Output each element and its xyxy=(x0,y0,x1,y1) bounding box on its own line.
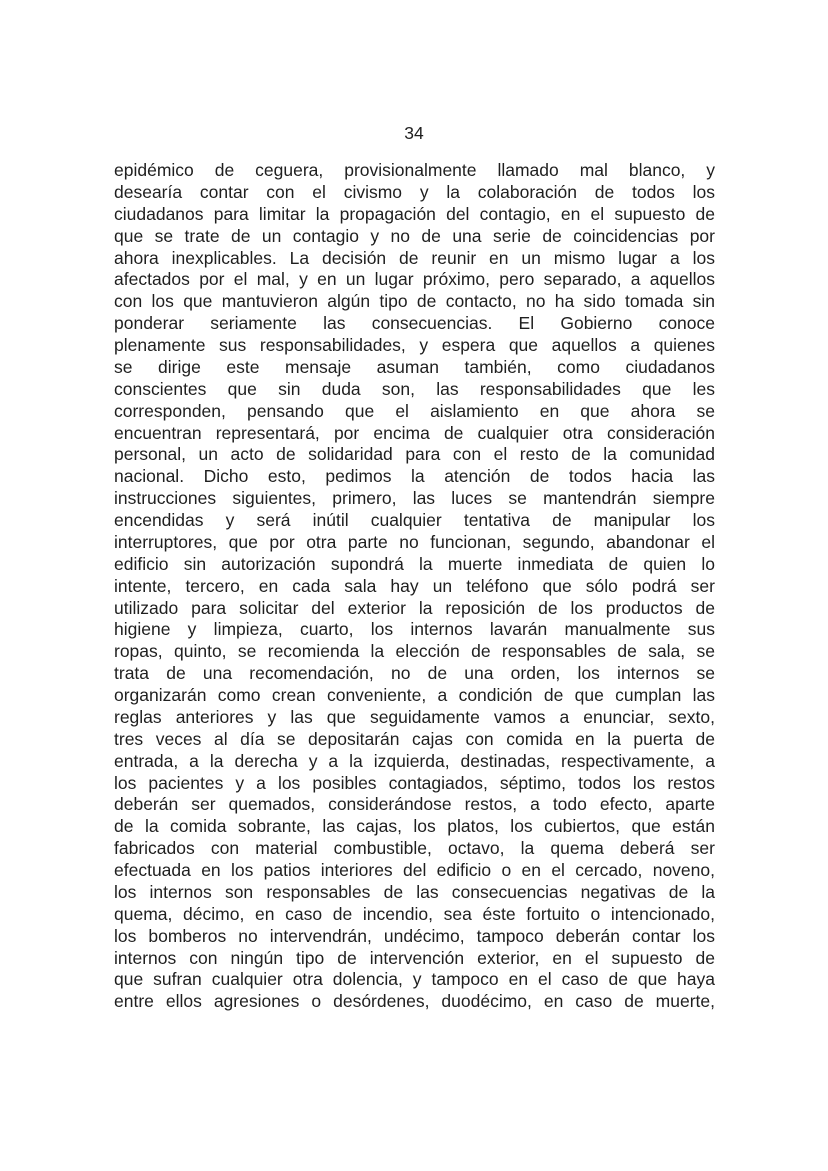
text-line: los internos son responsables de las consecuencias negativas de la xyxy=(114,881,715,902)
text-line: los bomberos no intervendrán, undécimo, tampoco deberán contar los xyxy=(114,925,715,946)
text-line: trata de una recomendación, no de una orden, los internos se xyxy=(114,663,715,684)
text-line: nacional. Dicho esto, pedimos la atención de todos hacia las xyxy=(114,466,715,487)
text-line: interruptores, que por otra parte no funcionan, segundo, abandonar el xyxy=(114,531,715,552)
text-line: deberán ser quemados, considerándose restos, a todo efecto, aparte xyxy=(114,794,715,815)
text-line: ciudadanos para limitar la propagación del contagio, en el supuesto de xyxy=(114,203,715,224)
text-line: que sufran cualquier otra dolencia, y tampoco en el caso de que haya xyxy=(114,969,715,990)
text-line: corresponden, pensando que el aislamiento en que ahora se xyxy=(114,400,715,421)
text-line: entre ellos agresiones o desórdenes, duodécimo, en caso de muerte, xyxy=(114,991,715,1012)
text-line: los pacientes y a los posibles contagiados, séptimo, todos los restos xyxy=(114,772,715,793)
text-line: encuentran representará, por encima de cualquier otra consideración xyxy=(114,422,715,443)
page-number: 34 xyxy=(404,123,424,143)
text-line: se dirige este mensaje asuman también, como ciudadanos xyxy=(114,356,715,377)
text-line: epidémico de ceguera, provisionalmente llamado mal blanco, y xyxy=(114,160,715,180)
text-line: con los que mantuvieron algún tipo de contacto, no ha sido tomada sin xyxy=(114,291,715,312)
body-text-block xyxy=(114,160,715,1013)
text-line: tres veces al día se depositarán cajas con comida en la puerta de xyxy=(114,728,715,749)
text-line: ponderar seriamente las consecuencias. El Gobierno conoce xyxy=(114,313,715,334)
text-line: afectados por el mal, y en un lugar próximo, pero separado, a aquellos xyxy=(114,269,715,290)
text-line: organizarán como crean conveniente, a condición de que cumplan las xyxy=(114,685,715,705)
text-line: encendidas y será inútil cualquier tentativa de manipular los xyxy=(114,510,715,530)
text-line: desearía contar con el civismo y la colaboración de todos los xyxy=(114,181,715,202)
text-line: quema, décimo, en caso de incendio, sea éste fortuito o intencionado, xyxy=(114,903,715,924)
text-line: utilizado para solicitar del exterior la reposición de los productos de xyxy=(114,597,715,618)
text-line: reglas anteriores y las que seguidamente vamos a enunciar, sexto, xyxy=(114,706,715,727)
text-line: personal, un acto de solidaridad para con el resto de la comunidad xyxy=(114,444,715,465)
text-line: fabricados con material combustible, octavo, la quema deberá ser xyxy=(114,838,715,859)
text-line: efectuada en los patios interiores del edificio o en el cercado, noveno, xyxy=(114,860,715,880)
text-line: edificio sin autorización supondrá la muerte inmediata de quien lo xyxy=(114,553,715,574)
text-line: plenamente sus responsabilidades, y espera que aquellos a quienes xyxy=(114,335,715,355)
text-line: internos con ningún tipo de intervención exterior, en el supuesto de xyxy=(114,947,715,968)
text-line: entrada, a la derecha y a la izquierda, destinadas, respectivamente, a xyxy=(114,750,715,771)
text-line: ropas, quinto, se recomienda la elección de responsables de sala, se xyxy=(114,641,715,662)
text-line: higiene y limpieza, cuarto, los internos lavarán manualmente sus xyxy=(114,619,715,640)
text-line: conscientes que sin duda son, las responsabilidades que les xyxy=(114,378,715,399)
text-line: que se trate de un contagio y no de una serie de coincidencias por xyxy=(114,225,715,246)
text-line: ahora inexplicables. La decisión de reunir en un mismo lugar a los xyxy=(114,247,715,268)
text-line: instrucciones siguientes, primero, las luces se mantendrán siempre xyxy=(114,488,715,509)
text-line: de la comida sobrante, las cajas, los platos, los cubiertos, que están xyxy=(114,816,715,837)
text-line: intente, tercero, en cada sala hay un teléfono que sólo podrá ser xyxy=(114,575,715,596)
